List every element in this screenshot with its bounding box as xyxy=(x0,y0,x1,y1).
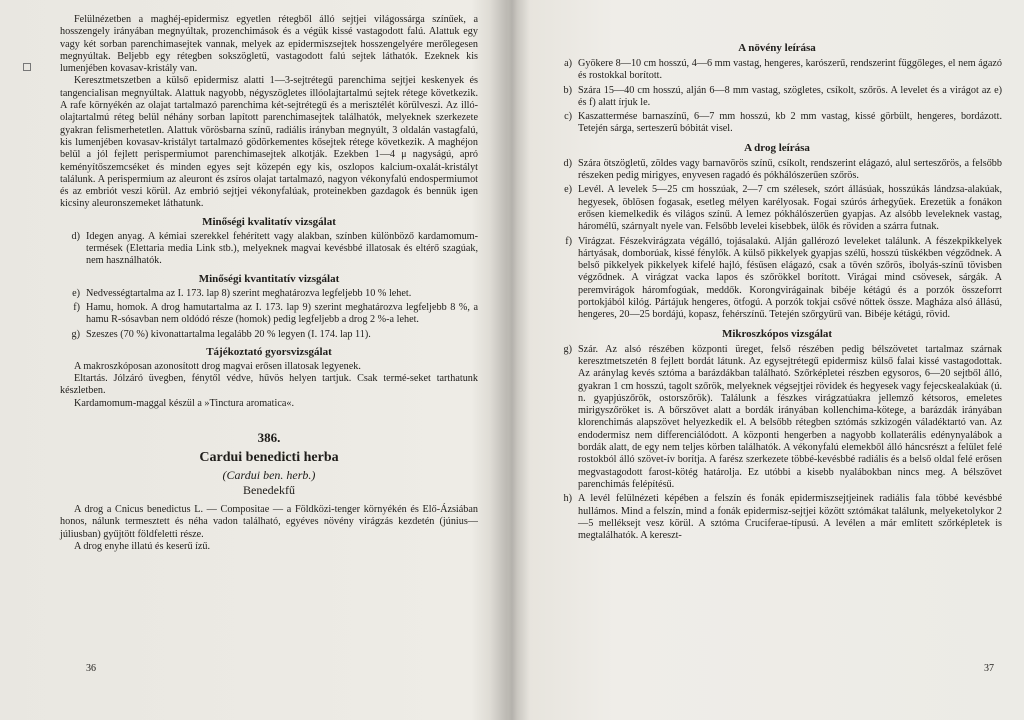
section-heading-info: Tájékoztató gyorsvizsgálat xyxy=(206,345,332,358)
item-label: f) xyxy=(73,301,80,313)
item-text: Szára ötszögletű, zöldes vagy barnavörös színű, csíkolt, rendszerint elágazó, alul serteszőrös, a felsőbb részeken pedig mirigyes, enyvesen ragadó és pókhálószerűen szőrös. xyxy=(578,157,1002,182)
item-text: Hamu, homok. A drog hamutartalma az I. 173. lap 9) szerint meghatározva legfeljebb 8 %, a hamu R-sósavban nem oldódó része (homok) pedig legfeljebb a drog 2 %-a lehet. xyxy=(86,301,478,326)
paragraph: A drog a Cnicus benedictus L. — Compositae — a Földközi-tenger környékén és Elő-Ázsiában honos, nálunk termesztett és néha vadon található, egyéves növény virágzás kezdetén (június—júliusban) gyűjtött földfeletti része. xyxy=(60,504,478,540)
item-text: Gyökere 8—10 cm hosszú, 4—6 mm vastag, hengeres, karószerű, rendszerint függőleges, el nem ágazó és rostokkal borított. xyxy=(578,58,1002,82)
right-page xyxy=(536,0,1024,720)
item-label: d) xyxy=(71,230,80,242)
paragraph: Eltartás. Jólzáró üvegben, fénytől védve, hűvös helyen tartjuk. Csak termé-seket tarthatunk készletben. xyxy=(60,373,478,397)
section-heading-quantitative: Minőségi kvantitatív vizsgálat xyxy=(198,272,340,285)
item-text: Nedvességtartalma az I. 173. lap 8) szerint meghatározva legfeljebb 10 % lehet. xyxy=(86,287,412,299)
left-page xyxy=(0,0,500,720)
entry-title: Cardui benedicti herba xyxy=(199,450,339,466)
item-text: Szeszes (70 %) kivonattartalma legalább 20 % legyen (I. 174. lap 11). xyxy=(86,328,371,340)
item-label: h) xyxy=(563,493,572,505)
paragraph: A makroszkóposan azonosított drog magvai erősen illatosak legyenek. xyxy=(74,360,361,372)
item-label: f) xyxy=(565,235,572,247)
item-text: Virágzat. Fészekvirágzata végálló, tojásalakú. Alján gallérozó leveleket találunk. A fészekpikkelyek hártyásak, domborúak, kissé fénylők. A külső pikkelyek gyapjas szélű, hosszú tüskékben végződnek. A belső pikkelyek pikkelyek kifelé hajló, fésűsen elágazó, csak a tövén szőrös, ibolyás-színű tövisben végződnek. A virágzat vacka lapos és szőrökkel borított. Virágai mind csövesek, sárgák. A peremvirágok háromfogúak, meddők. Korongvirágainak bibéje kétágú és a porzók összeforrt portokjából kilóg. Pártájuk hengeres, ötfogú. A porzók tokjai csővé nőttek össze. Magháza alsó állású, hengeres, 20—25 bordájú, kopasz, fehérszínű. Tetején szőrgyűrű van. Bibéje kétágú, rövid. xyxy=(578,235,1002,321)
paragraph: Keresztmetszetben a külső epidermisz alatti 1—3-sejtrétegű parenchima sejtjei keskenyek és tangencialisan megnyúltak. Alattuk nagyobb, négyszögletes illóolajtartalmú sejtek rétege következik. A rafe környékén az olajat tartalmazó parenchima két-sejtrétegű és a merisztélét körülveszi. Az illó-olajtartalmú réteg belül néhány sorban lapított parenchimasejtek találhatók, melyeknek szerkezete gyakran felismerhetetlen. Alattuk vörösbarna színű, radiális irányban megnyúlt, 3 oldalán vastagfalú, kis lumenjében kovasav-kristályt tartalmazó gödörkementes kősejtek rétege következik. A maghéjon belül a jól fejlett perispermiumot parenchimasejtek alkotják. Ezekben 1—4 μ nagyságú, apró keményítőszemcséket és minden egyes sejt közepén egy kis, oszlopos kalcium-oxalát-kristályt találunk. A perispermium az aleuront és zsíros olajat tartalmazó, nagyon vékonyfalú endospermiumot és az embriót veszi körül. Az embrió sejtjei vékonyfalúak, proteinekben gazdagok és bennük igen kicsiny aleuronszemeket láthatunk. xyxy=(60,75,478,210)
item-label: d) xyxy=(563,157,572,169)
list-item xyxy=(60,329,478,341)
list-item xyxy=(552,184,1002,233)
item-label: a) xyxy=(564,58,572,69)
page-number: 36 xyxy=(86,663,96,674)
page-number: 37 xyxy=(984,663,994,674)
item-label: b) xyxy=(563,84,572,96)
list-item xyxy=(552,85,1002,110)
section-heading-plant: A növény leírása xyxy=(738,42,816,54)
item-text: Szár. Az alsó részében központi üreget, felső részében pedig bélszövetet tartalmaz szárnak keresztmetszetén 8 fejlett bordát látunk. Az egysejtrétegű epidermisz külső falai kissé vastagodottak. Az aránylag kevés sztóma a barázdákban található. Szőrképletei részben egysoros, 6—20 sejtből álló, gyakran 1 cm hosszú, tagolt szőrök, melyeknek végsejtjei rövidek és hegyesek vagy fejecskealakúak (ú. n. gyapjúszőrök, ostorszőrök). Találunk a fészkes virágzatúakra jellemző kétsoros, emeletes mirigyszőröket is. A bőrszövet alatt a bordák irányában kollenchima-kötege, a barázdák irányában klorenchimás alapszövet helyezkedik el. A belsőbb rétegben sztómás szkizogén váladéktartó van. Az endodermisz nem differenciálódott. A központi hengerben a nagyobb kollaterális edénynyalábok a bordák alatt, de egy nem teljes körben találhatók. A vékonyfalú elemekből álló háncsrészt a felület felé rostokból álló szövet-ív borítja. A farész szerkezete többé-kevésbbé radiális és a belső oldal felé erősen megvastagodott farost-kötég határolja. Ez utóbbi a kisebb nyalábokban nincs meg. A bélszövet parenchimás felépítésű. xyxy=(578,343,1002,490)
entry-latin-abbrev: (Cardui ben. herb.) xyxy=(222,468,316,483)
item-label: e) xyxy=(564,184,572,196)
item-label: e) xyxy=(72,287,80,299)
item-label: c) xyxy=(564,111,572,123)
section-heading-qualitative: Minőségi kvalitatív vizsgálat xyxy=(202,215,336,228)
list-item xyxy=(552,344,1002,492)
item-text: Kaszattermése barnaszínű, 6—7 mm hosszú, kb 2 mm vastag, kissé görbült, hengeres, bordázott. Tetején sárga, serteszerű bóbitát visel. xyxy=(578,111,1002,135)
item-label: g) xyxy=(71,328,80,340)
entry-number: 386. xyxy=(257,430,281,446)
paragraph: Kardamomum-maggal készül a »Tinctura aromatica«. xyxy=(74,397,295,409)
paragraph: Felülnézetben a maghéj-epidermisz egyetlen rétegből álló sejtjei világossárga színűek, a hosszengely irányában megnyúltak, prozenchimások és a végük kissé vastagodott falú. Alattuk egy vagy két sorban parenchimasejtek vannak, melyek az epidermiszsejtek hosszengelyére merőlegesen megnyúltak. Beljebb egy rétegben sokszögletű, vastagodott falú sejtek láthatók. Ezeknek kis lumenjében kovasav-kristály van. xyxy=(60,14,478,75)
item-text: A levél felülnézeti képében a felszín és fonák epidermiszsejtjeinek radiális fala többé kevésbbé hullámos. Mind a felszín, mind a fonák epidermisz-sejtjei között sztómákat találunk, melyeketolykor 2—5 melléksejt vesz körül. A sztóma Cruciferae-típusú. A levélen a már említett szőrképletek is megtalálhatók. A kereszt- xyxy=(578,493,1002,542)
list-item xyxy=(552,58,1002,83)
item-label: g) xyxy=(563,343,572,355)
section-heading-microscopic: Mikroszkópos vizsgálat xyxy=(721,327,833,340)
list-item xyxy=(60,302,478,327)
list-item xyxy=(552,236,1002,322)
list-item xyxy=(552,111,1002,136)
list-item xyxy=(552,493,1002,542)
list-item xyxy=(60,231,478,268)
item-text: Szára 15—40 cm hosszú, alján 6—8 mm vastag, szögletes, csíkolt, szőrös. A levelet és a virágot az e) és f) alatt írjuk le. xyxy=(578,84,1002,108)
list-item xyxy=(552,158,1002,183)
list-item xyxy=(60,288,478,300)
paragraph: A drog enyhe illatú és keserű ízű. xyxy=(74,540,211,552)
item-text: Idegen anyag. A kémiai szerekkel fehérített vagy alakban, színben különböző kardamomum-termések (Elettaria media Link stb.), melyeknek magvai kevésbbé illatosak és eltérő szagúak, nem használhatók. xyxy=(86,230,478,267)
gutter xyxy=(490,0,530,720)
entry-common-name: Benedekfű xyxy=(243,483,295,498)
item-text: Levél. A levelek 5—25 cm hosszúak, 2—7 cm szélesek, szórt állásúak, hosszúkás lándzsa-alakúak, hegyesek, öblösen fogasak, esetleg mélyen karélyosak. Fogai szúrós árhegyűek. Erezetük a fonákon erősen kiemelkedik és világos színű. A lemez pókhálószerűen gyapjas. Az alsóbb leveleknek vastag, háromélű, szárnyalt nyele van. Felsőbb levelei kisebbek, ülők és röviden a szárra futnak. xyxy=(578,184,1002,233)
section-heading-drug: A drog leírása xyxy=(744,141,810,154)
